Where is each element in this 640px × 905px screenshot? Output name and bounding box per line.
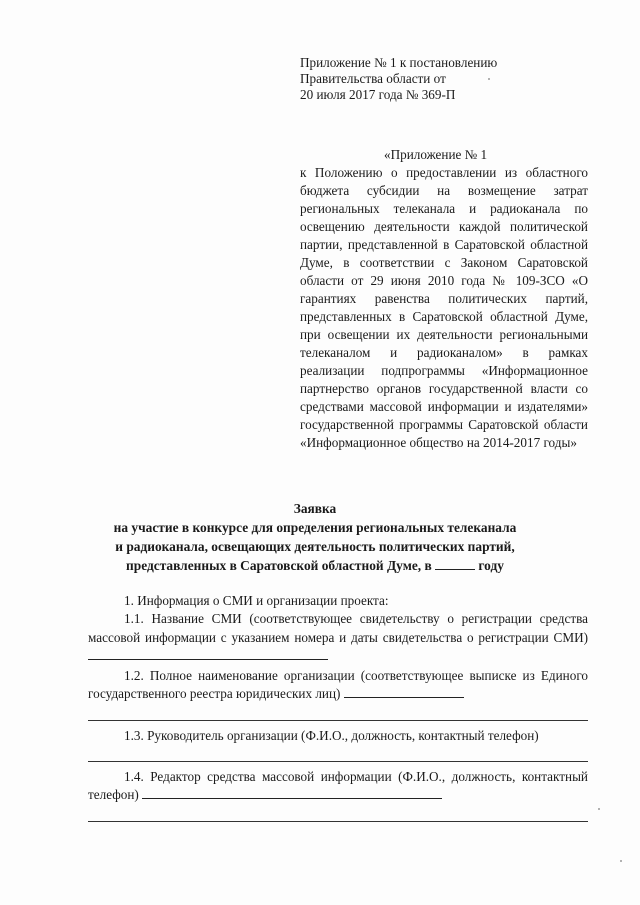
annex-block — [300, 146, 588, 452]
annex-text: к Положению о предоставлении из областного бюджета субсидии на возмещение затрат региональных телеканала и радиоканала по освещению деятельности каждой политической партии, представленной в Саратовской областной Думе, в соответствии с Законом Саратовской области от 29 июня 2010 года № 109-ЗСО «О гарантиях равенства политических партий, представленных в Саратовской областной Думе, при освещении их деятельности региональными телеканалом и радиоканалом» в рамках реализации подпрограммы «Информационное партнерство органов государственной власти со средствами массовой информации и издателями» государственной программы Саратовской области «Информационное общество на 2014-2017 годы» — [300, 165, 588, 450]
scan-speck — [488, 78, 490, 80]
year-blank — [435, 568, 475, 570]
application-body — [88, 592, 588, 828]
heading-line: и радиоканала, освещающих деятельность политических партий, — [115, 539, 515, 554]
section-1: 1. Информация о СМИ и организации проекта: — [124, 593, 389, 608]
item-1-2-line — [88, 706, 588, 721]
heading-line3-prefix: представленных в Саратовской областной Думе, в — [126, 558, 432, 573]
heading-line: на участие в конкурсе для определения региональных телеканала — [113, 520, 517, 535]
item-1-3-line — [88, 747, 588, 762]
reference-line: Приложение № 1 к постановлению — [300, 55, 498, 70]
item-1-4 — [88, 768, 588, 805]
application-heading — [80, 499, 550, 575]
item-1-2-text: 1.2. Полное наименование организации (соответствующее выписке из Единого государственного реестра юридических лиц) — [88, 668, 588, 702]
heading-line3-suffix: году — [478, 558, 504, 573]
heading-title: Заявка — [293, 501, 337, 516]
item-1-1-text: 1.1. Название СМИ (соответствующее свидетельству о регистрации средства массовой информации с указанием номера и даты свидетельства о регистрации СМИ) — [88, 611, 588, 645]
item-1-4-line — [88, 807, 588, 822]
reference-line: 20 июля 2017 года № 369-П — [300, 87, 456, 102]
item-1-3: 1.3. Руководитель организации (Ф.И.О., должность, контактный телефон) — [124, 727, 539, 743]
document-reference — [300, 55, 600, 103]
item-1-2-blank — [344, 696, 464, 698]
annex-title: «Приложение № 1 — [384, 147, 488, 162]
item-1-2 — [88, 667, 588, 704]
item-1-1 — [88, 610, 588, 665]
reference-line: Правительства области от — [300, 71, 446, 86]
heading-line — [80, 556, 550, 575]
item-1-1-blank — [88, 658, 328, 660]
item-1-4-blank — [142, 797, 442, 799]
scan-speck — [620, 860, 622, 862]
item-1-4-text: 1.4. Редактор средства массовой информации (Ф.И.О., должность, контактный телефон) — [88, 769, 588, 803]
scan-speck — [598, 808, 600, 810]
